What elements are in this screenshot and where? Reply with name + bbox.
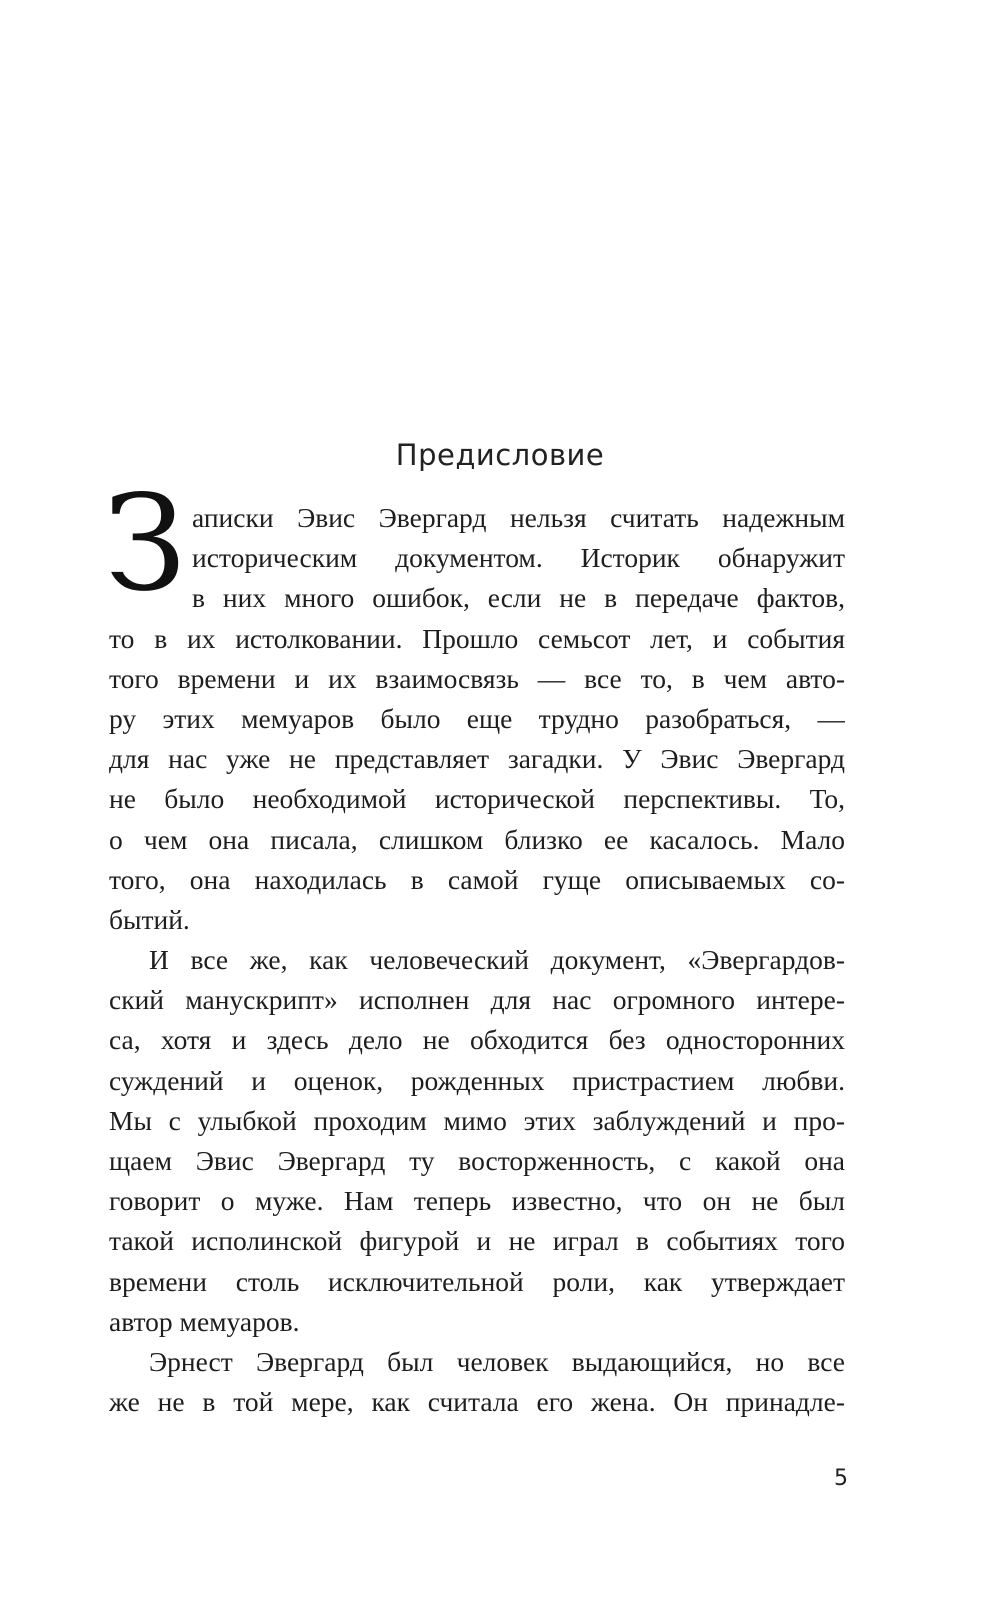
text-line: для нас уже не представляет загадки. У Эвис Эвергард	[109, 743, 845, 775]
paragraph	[109, 1342, 845, 1422]
text-line: ру этих мемуаров было еще трудно разобраться, —	[109, 702, 845, 734]
text-line: того, она находилась в самой гуще описываемых со-	[109, 863, 845, 895]
text-line: ский манускрипт» исполнен для нас огромного интере-	[109, 984, 845, 1016]
drop-cap: З	[104, 467, 187, 621]
text-line: историческим документом. Историк обнаружит	[192, 542, 845, 574]
paragraph	[109, 940, 845, 1342]
paragraph	[109, 498, 845, 940]
text-line: Мы с улыбкой проходим мимо этих заблуждений и про-	[109, 1104, 845, 1136]
text-line: о чем она писала, слишком близко ее касалось. Мало	[109, 823, 845, 855]
text-line: Эрнест Эвергард был человек выдающийся, но все	[149, 1345, 845, 1377]
text-line: такой исполинской фигурой и не играл в событиях того	[109, 1225, 845, 1257]
text-line: И все же, как человеческий документ, «Эвергардов-	[149, 944, 845, 976]
text-line: щаем Эвис Эвергард ту восторженность, с какой она	[109, 1145, 845, 1176]
text-line: не было необходимой исторической перспективы. То,	[109, 783, 845, 815]
text-line: суждений и оценок, рожденных пристрастием любви.	[109, 1064, 845, 1096]
text-line: же не в той мере, как считала его жена. Он принадле-	[109, 1386, 845, 1418]
text-line: говорит о муже. Нам теперь известно, что он не был	[109, 1185, 845, 1217]
text-line: са, хотя и здесь дело не обходится без односторонних	[109, 1024, 845, 1056]
text-line: автор мемуаров.	[109, 1305, 300, 1337]
page-number: 5	[834, 1466, 848, 1491]
text-line: в них много ошибок, если не в передаче фактов,	[192, 582, 845, 614]
body-text	[109, 498, 845, 1422]
page-title: Предисловие	[395, 438, 605, 472]
text-line: времени столь исключительной роли, как утверждает	[109, 1265, 845, 1297]
text-line: бытий.	[109, 903, 190, 935]
text-line: то в их истолковании. Прошло семьсот лет, и события	[109, 622, 845, 654]
text-line: аписки Эвис Эвергард нельзя считать надежным	[192, 502, 845, 533]
text-line: того времени и их взаимосвязь — все то, в чем авто-	[109, 662, 845, 694]
